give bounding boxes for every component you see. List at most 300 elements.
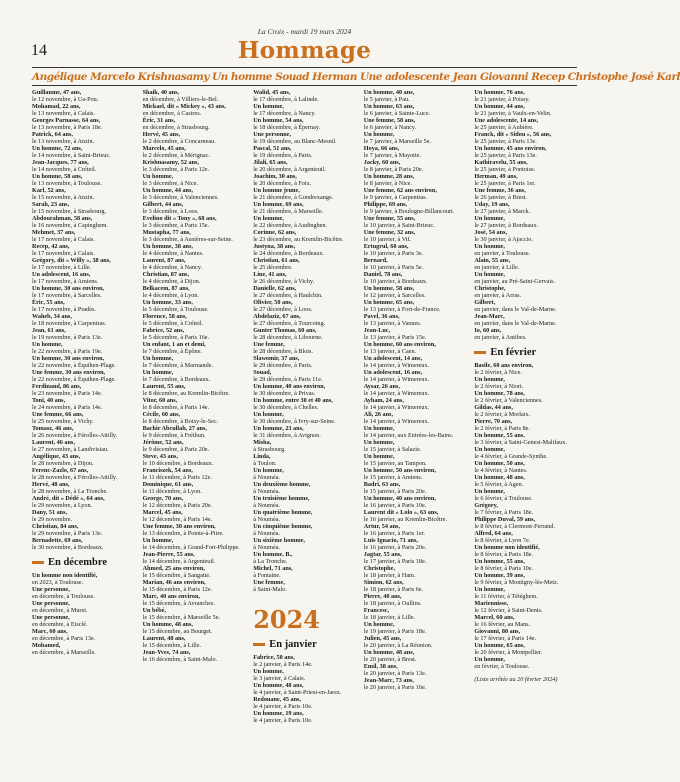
obituary-entry bbox=[364, 453, 468, 467]
entry-details: le 22 novembre, à Équihen-Plage. bbox=[32, 362, 116, 369]
entry-name: José, 54 ans, bbox=[474, 229, 508, 236]
obituary-entry bbox=[32, 89, 136, 103]
entry-details: à La Tronche. bbox=[253, 558, 288, 565]
entry-name: Un homme, 23 ans, bbox=[253, 425, 304, 432]
entry-name: Un homme, 72 ans, bbox=[32, 145, 83, 152]
obituary-entry bbox=[474, 586, 578, 600]
obituary-entry bbox=[143, 509, 247, 523]
obituary-entry bbox=[253, 467, 357, 481]
entry-name: Jérôme, 52 ans, bbox=[142, 439, 184, 446]
entry-details: le 2 février, à Niort. bbox=[474, 383, 524, 390]
entry-details: en janvier, à Arras. bbox=[474, 292, 522, 299]
column-1 bbox=[32, 89, 136, 779]
entry-details: le 16 janvier, à Paris 10e. bbox=[363, 502, 427, 509]
entry-name: Une femme, bbox=[253, 579, 285, 586]
entry-details: le 10 janvier, à Bordeaux. bbox=[363, 278, 428, 285]
entry-name: Un homme, bbox=[474, 446, 505, 453]
entry-name: Un homme, 58 ans, bbox=[32, 173, 83, 180]
entry-name: Ali, 26 ans, bbox=[363, 411, 394, 418]
obituary-entry bbox=[364, 663, 468, 677]
obituary-entry bbox=[474, 600, 578, 614]
obituary-entry bbox=[474, 145, 578, 159]
entry-name: Un homme, bbox=[363, 621, 395, 628]
entry-details: le 3 décembre, à Valenciennes. bbox=[142, 194, 219, 201]
obituary-entry bbox=[32, 600, 136, 614]
entry-name: Marian, 46 ans environ, bbox=[142, 579, 206, 586]
entry-name: Hervé, 45 ans, bbox=[142, 131, 181, 138]
entry-name: Une personne, bbox=[32, 614, 70, 621]
entry-name: Corinne, 62 ans, bbox=[253, 229, 297, 236]
entry-name: Un homme, 48 ans, bbox=[253, 682, 304, 689]
month-heading bbox=[474, 347, 578, 359]
obituary-entry bbox=[32, 537, 136, 551]
entry-details: le 17 février, à Paris 14e. bbox=[474, 635, 537, 642]
entry-details: le 12 février, à Saint-Denis. bbox=[474, 607, 543, 614]
obituary-entry bbox=[474, 390, 578, 404]
entry-name: Simion, 62 ans, bbox=[363, 579, 404, 586]
obituary-entry bbox=[474, 572, 578, 586]
entry-name: Un homme, 69 ans, bbox=[253, 201, 304, 208]
entry-name: Christian, 61 ans, bbox=[253, 257, 300, 264]
entry-details: le 15 décembre, à Sangatte. bbox=[142, 572, 211, 579]
obituary-entry bbox=[32, 215, 136, 229]
entry-name: Luis Ignacio, 71 ans, bbox=[363, 537, 418, 544]
entry-name: Une personne, bbox=[32, 586, 70, 593]
entry-name: Danielle, 62 ans, bbox=[253, 285, 297, 292]
entry-details: le 20 février, à Montpellier. bbox=[474, 649, 543, 656]
entry-details: le 16 janvier, au Kremlin-Bicêtre. bbox=[363, 516, 448, 523]
entry-details: le 26 décembre, à Vichy. bbox=[253, 278, 315, 285]
entry-name: Une femme, 55 ans, bbox=[363, 215, 416, 222]
entry-name: Un homme, bbox=[474, 488, 505, 495]
entry-details: en janvier, au Pré-Saint-Gervais. bbox=[474, 278, 556, 285]
entry-name: Philippe, 69 ans, bbox=[363, 201, 408, 208]
obituary-entry bbox=[364, 173, 468, 187]
entry-details: le 8 janvier, à Paris 20e. bbox=[363, 166, 424, 173]
entry-details: en décembre, à Strasbourg. bbox=[142, 124, 210, 131]
entry-details: le 12 novembre, à Ua-Pou. bbox=[32, 96, 99, 103]
obituary-entry bbox=[474, 243, 578, 257]
entry-name: Christophe, bbox=[363, 565, 395, 572]
obituary-entry bbox=[364, 635, 468, 649]
obituary-entry bbox=[143, 327, 247, 341]
entry-details: le 2 février, à Paris 8e. bbox=[474, 425, 530, 432]
entry-details: le 7 janvier, à Mayotte. bbox=[363, 152, 421, 159]
column-5 bbox=[474, 89, 578, 779]
entry-name: Un quatrième homme, bbox=[253, 509, 313, 516]
entry-details: le 6 janvier, à Sainte-Luce. bbox=[363, 110, 431, 117]
entry-name: Giovanni, 80 ans, bbox=[474, 628, 521, 635]
obituary-entry bbox=[364, 327, 468, 341]
entry-name: Un homme, bbox=[253, 668, 284, 675]
entry-name: Daniel, 78 ans, bbox=[363, 271, 403, 278]
entry-name: Un adolescent, 16 ans, bbox=[363, 369, 423, 376]
entry-details: le 9 décembre, à Paris 20e. bbox=[142, 446, 210, 453]
obituary-entry bbox=[253, 453, 357, 467]
obituary-entry bbox=[474, 460, 578, 474]
entry-name: Un homme, 65 ans, bbox=[363, 299, 415, 306]
entry-details: en décembre, à Castres. bbox=[142, 110, 202, 117]
entry-details: en décembre, à Toulouse. bbox=[32, 593, 95, 600]
entry-details: le 17 novembre, à Calais. bbox=[32, 236, 95, 243]
entry-details: le 13 novembre, à Anzin. bbox=[32, 138, 95, 145]
entry-details: le 27 décembre, à Haulchin. bbox=[253, 292, 323, 299]
obituary-entry bbox=[474, 376, 578, 390]
obituary-entry bbox=[474, 313, 578, 327]
entry-name: Un adolescent, 16 ans, bbox=[32, 271, 91, 278]
obituary-entry bbox=[474, 362, 578, 376]
obituary-entry bbox=[143, 495, 247, 509]
entry-name: Un deuxième homme, bbox=[253, 481, 311, 488]
entry-details: le 14 janvier, à Wimereux. bbox=[363, 418, 430, 425]
obituary-entry bbox=[364, 467, 468, 481]
entry-details: le 15 janvier, à Salazie. bbox=[363, 446, 422, 453]
entry-details: le 5 décembre, à Créteil. bbox=[142, 320, 204, 327]
entry-name: Julien, 45 ans, bbox=[363, 635, 402, 642]
page-title: Hommage bbox=[237, 37, 372, 64]
entry-details: le 30 janvier, à Ajaccio. bbox=[474, 236, 533, 243]
month-heading bbox=[253, 639, 357, 651]
obituary-entry bbox=[253, 271, 357, 285]
obituary-entry bbox=[253, 285, 357, 299]
entry-name: Un homme, bbox=[142, 355, 174, 362]
obituary-entry bbox=[364, 201, 468, 215]
entry-details: le 27 janvier, à Marck. bbox=[474, 208, 531, 215]
entry-details: le 18 janvier, à Oullins. bbox=[363, 600, 422, 607]
top-rule bbox=[32, 67, 577, 68]
obituary-entry bbox=[253, 103, 357, 117]
entry-details: le 30 décembre, à Privas. bbox=[253, 390, 316, 397]
entry-details: le 7 décembre, à Bordeaux. bbox=[142, 376, 211, 383]
obituary-entry bbox=[364, 593, 468, 607]
entry-name: Jean-Marc, 73 ans, bbox=[363, 677, 414, 684]
obituary-entry bbox=[32, 341, 136, 355]
entry-name: Mohamed, bbox=[32, 642, 61, 649]
entry-details: à Nouméa. bbox=[253, 488, 280, 495]
obituary-entry bbox=[32, 271, 136, 285]
entry-name: Waheb, 34 ans, bbox=[32, 313, 72, 320]
entry-details: le 3 décembre, à Asnières-sur-Seine. bbox=[142, 236, 233, 243]
obituary-entry bbox=[32, 467, 136, 481]
entry-details: en décembre, à Villiers-le-Bel. bbox=[142, 96, 219, 103]
obituary-entry bbox=[474, 271, 578, 285]
obituary-entry bbox=[474, 103, 578, 117]
obituary-entry bbox=[474, 418, 578, 432]
entry-details: le 2 décembre, à Concarneau. bbox=[142, 138, 216, 145]
entry-name: Un homme, bbox=[253, 411, 284, 418]
obituary-entry bbox=[364, 369, 468, 383]
entry-details: le 27 novembre, à Landivisiau. bbox=[32, 446, 109, 453]
entry-details: le 15 décembre, à Paris 12e. bbox=[142, 586, 213, 593]
obituary-entry bbox=[364, 397, 468, 411]
entry-details: le 14 janvier, à Wimereux. bbox=[363, 390, 430, 397]
obituary-entry bbox=[143, 89, 247, 103]
entry-name: Un homme, bbox=[253, 215, 284, 222]
obituary-entry bbox=[143, 397, 247, 411]
entry-name: Un homme, bbox=[142, 173, 174, 180]
obituary-entry bbox=[32, 299, 136, 313]
obituary-entry bbox=[32, 355, 136, 369]
obituary-entry bbox=[253, 439, 357, 453]
entry-name: Laurent, 55 ans, bbox=[142, 383, 186, 390]
entry-name: Franciszek, 54 ans, bbox=[142, 467, 193, 474]
entry-name: Un homme, bbox=[474, 586, 505, 593]
obituary-entry bbox=[143, 145, 247, 159]
entry-details: le 21 décembre, à Marseille. bbox=[253, 208, 324, 215]
entry-name: Ahmed, 25 ans environ, bbox=[142, 565, 205, 572]
entry-details: le 11 décembre, à Lyon. bbox=[142, 488, 202, 495]
obituary-entry bbox=[364, 131, 468, 145]
entry-name: Vitor, 60 ans, bbox=[142, 397, 178, 404]
obituary-entry bbox=[364, 215, 468, 229]
obituary-entry bbox=[32, 628, 136, 642]
entry-name: Un homme, bbox=[474, 376, 505, 383]
entry-name: Sarah, 23 ans, bbox=[32, 201, 70, 208]
entry-name: Un homme, 65 ans, bbox=[474, 642, 525, 649]
obituary-entry bbox=[364, 425, 468, 439]
entry-details: le 8 février, à Lyon 7e. bbox=[474, 537, 531, 544]
entry-name: Bernadette, 69 ans, bbox=[32, 537, 83, 544]
entry-name: Un homme, 58 ans, bbox=[363, 285, 415, 292]
entry-details: le 6 février, à Toulouse. bbox=[474, 495, 533, 502]
list-note: (Liste arrêtée au 20 février 2024) bbox=[474, 676, 558, 683]
obituary-entry bbox=[364, 383, 468, 397]
obituary-entry bbox=[253, 229, 357, 243]
obituary-entry bbox=[474, 530, 578, 544]
obituary-columns bbox=[32, 89, 578, 779]
obituary-entry bbox=[143, 383, 247, 397]
obituary-entry bbox=[143, 313, 247, 327]
entry-details: le 14 janvier, aux Entrées-les-Bains. bbox=[363, 432, 454, 439]
obituary-entry bbox=[474, 446, 578, 460]
entry-details: le 12 décembre, à Paris 20e. bbox=[142, 502, 213, 509]
entry-details: le 25 janvier, à Paris 13e. bbox=[474, 152, 537, 159]
obituary-entry bbox=[253, 682, 357, 696]
obituary-entry bbox=[253, 654, 357, 668]
obituary-entry bbox=[32, 285, 136, 299]
obituary-entry bbox=[474, 215, 578, 229]
entry-name: Une femme, 66 ans, bbox=[32, 411, 84, 418]
obituary-entry bbox=[143, 411, 247, 425]
entry-name: Mehmet, 37 ans, bbox=[32, 229, 76, 236]
entry-name: Grégory, dit « Willy », 38 ans, bbox=[32, 257, 111, 264]
entry-name: Un homme, bbox=[474, 656, 505, 663]
obituary-entry bbox=[253, 243, 357, 257]
obituary-entry bbox=[364, 103, 468, 117]
obituary-entry bbox=[143, 285, 247, 299]
entry-name: Laurent, 46 ans, bbox=[32, 439, 75, 446]
entry-name: Laurent, 48 ans, bbox=[142, 635, 186, 642]
obituary-entry bbox=[143, 439, 247, 453]
entry-name: Éric, 31 ans, bbox=[142, 117, 176, 124]
entry-name: Un homme, 60 ans environ, bbox=[363, 341, 436, 348]
entry-details: le 26 novembre, à Férolles-Attilly. bbox=[32, 432, 118, 439]
obituary-entry bbox=[32, 642, 136, 656]
obituary-entry bbox=[32, 145, 136, 159]
obituary-entry bbox=[474, 299, 578, 313]
entry-name: Marc, 60 ans, bbox=[32, 628, 68, 635]
entry-name: Joachim, 30 ans, bbox=[253, 173, 297, 180]
obituary-entry bbox=[143, 425, 247, 439]
entry-details: le 14 novembre, à Saint-Brieuc. bbox=[32, 152, 111, 159]
entry-name: Guillaume, 47 ans, bbox=[32, 89, 82, 96]
entry-name: Olivier, 50 ans, bbox=[253, 299, 293, 306]
entry-name: Un homme, 48 ans, bbox=[363, 649, 415, 656]
obituary-entry bbox=[253, 159, 357, 173]
obituary-entry bbox=[32, 397, 136, 411]
obituary-entry bbox=[253, 131, 357, 145]
obituary-entry bbox=[474, 159, 578, 173]
entry-name: Un sixième homme, bbox=[253, 537, 305, 544]
entry-name: Un homme, bbox=[142, 369, 174, 376]
entry-name: Jean-Yves, 74 ans, bbox=[142, 649, 191, 656]
entry-name: Pierre, 70 ans, bbox=[474, 418, 513, 425]
entry-name: Un homme, 63 ans, bbox=[363, 103, 415, 110]
entry-name: Gunter Thomas, 60 ans, bbox=[253, 327, 317, 334]
entry-details: en janvier, dans le Val-de-Marne. bbox=[474, 306, 557, 313]
entry-details: en décembre, à Paris 13e. bbox=[32, 635, 96, 642]
entry-name: Bernard, bbox=[363, 257, 388, 264]
entry-details: le 25 janvier, à Paris 1er. bbox=[474, 180, 536, 187]
obituary-entry bbox=[474, 488, 578, 502]
entry-details: le 3 février, à Saint-Genest-Malifaux. bbox=[474, 439, 567, 446]
entry-name: Walid, 45 ans, bbox=[253, 89, 291, 96]
obituary-entry bbox=[253, 201, 357, 215]
entry-name: Un homme, 28 ans, bbox=[363, 173, 415, 180]
obituary-entry bbox=[364, 117, 468, 131]
obituary-entry bbox=[32, 586, 136, 600]
entry-details: le 7 février, à Paris 18e. bbox=[474, 509, 534, 516]
entry-details: le 7 janvier, à Marseille 5e. bbox=[363, 138, 432, 145]
obituary-entry bbox=[32, 369, 136, 383]
entry-name: Artur, 54 ans, bbox=[363, 523, 400, 530]
entry-details: le 2 février, à Morlaix. bbox=[474, 411, 531, 418]
entry-name: Kathiravelu, 55 ans, bbox=[474, 159, 528, 166]
entry-name: Shaik, 40 ans, bbox=[142, 89, 180, 96]
entry-details: le 4 janvier, à Saint-Priest-en-Jarez. bbox=[253, 689, 342, 696]
names-banner: Angélique Marcelo Krishnasamy Un homme Souad Herman Une adolescente Jean Giovanni Recep Christophe José Karl bbox=[32, 71, 680, 83]
entry-details: le 17 novembre, à Pradès. bbox=[32, 306, 96, 313]
entry-name: Un homme, 54 ans, bbox=[253, 117, 304, 124]
entry-details: le 12 janvier, à Sarcelles. bbox=[363, 292, 426, 299]
month-heading-text: En février bbox=[490, 347, 537, 358]
entry-details: le 31 décembre, à Avignon. bbox=[253, 432, 321, 439]
entry-details: en décembre, à Muret. bbox=[32, 607, 88, 614]
obituary-entry bbox=[143, 173, 247, 187]
entry-details: le 3 décembre, à Loos. bbox=[142, 208, 199, 215]
obituary-entry bbox=[364, 649, 468, 663]
entry-details: le 6 janvier, à Nancy. bbox=[363, 124, 417, 131]
entry-name: Un homme, 30 ans environ, bbox=[32, 355, 105, 362]
entry-name: Un bébé, bbox=[142, 607, 166, 614]
obituary-entry bbox=[474, 327, 578, 341]
entry-name: Francesc, bbox=[363, 607, 390, 614]
obituary-entry bbox=[364, 313, 468, 327]
entry-name: Un homme, B., bbox=[253, 551, 293, 558]
entry-details: le 13 décembre, à Pointe-à-Pitre. bbox=[142, 530, 224, 537]
obituary-entry bbox=[253, 313, 357, 327]
entry-details: le 15 décembre, à Lille. bbox=[142, 642, 202, 649]
entry-name: Herman, 49 ans, bbox=[474, 173, 518, 180]
entry-details: le 29 novembre, à Lyon. bbox=[32, 502, 93, 509]
entry-name: Aysar, 26 ans, bbox=[363, 383, 400, 390]
entry-name: Un homme, bbox=[142, 537, 174, 544]
obituary-entry bbox=[364, 565, 468, 579]
entry-details: le 30 décembre, à Chelles. bbox=[253, 404, 319, 411]
entry-name: Une femme, 36 ans, bbox=[474, 187, 526, 194]
entry-details: le 17 novembre, à Calais. bbox=[32, 250, 95, 257]
entry-name: Marc, 40 ans environ, bbox=[142, 593, 200, 600]
entry-name: Marcel, 60 ans, bbox=[474, 614, 515, 621]
entry-details: le 23 novembre, à Paris 14e. bbox=[32, 390, 103, 397]
obituary-entry bbox=[364, 341, 468, 355]
entry-details: le 17 novembre, à Amiens. bbox=[32, 278, 99, 285]
entry-name: Badri, 63 ans, bbox=[363, 481, 401, 488]
entry-name: Un homme, bbox=[363, 439, 395, 446]
entry-name: Slawomir, 37 ans, bbox=[253, 355, 300, 362]
obituary-entry bbox=[364, 439, 468, 453]
entry-name: Un homme, 40 ans environ, bbox=[363, 495, 436, 502]
obituary-entry bbox=[32, 481, 136, 495]
obituary-entry bbox=[143, 271, 247, 285]
entry-details: en février, à Toulouse. bbox=[474, 663, 530, 670]
entry-name: Karl, 52 ans, bbox=[32, 187, 66, 194]
obituary-entry bbox=[143, 243, 247, 257]
entry-details: à Strasbourg. bbox=[253, 446, 286, 453]
entry-name: Mustapha, 77 ans, bbox=[142, 229, 191, 236]
entry-details: le 13 novembre, à Toulouse. bbox=[32, 180, 102, 187]
obituary-entry bbox=[474, 117, 578, 131]
entry-details: le 5 février, à Agen. bbox=[474, 481, 524, 488]
entry-details: en janvier, à Toulouse. bbox=[474, 250, 531, 257]
entry-details: le 25 décembre. bbox=[253, 264, 293, 271]
entry-details: le 22 novembre, à Paris 19e. bbox=[32, 348, 103, 355]
obituary-entry bbox=[253, 481, 357, 495]
entry-details: le 8 décembre, au Kremlin-Bicêtre. bbox=[142, 390, 230, 397]
entry-name: Misha, bbox=[253, 439, 272, 446]
entry-details: à Nouméa. bbox=[253, 474, 280, 481]
entry-name: Une femme, 58 ans, bbox=[363, 117, 416, 124]
entry-details: le 28 novembre, à La Tronche. bbox=[32, 488, 108, 495]
entry-name: Ayham, 24 ans, bbox=[363, 397, 404, 404]
entry-name: Un homme, 55 ans, bbox=[474, 558, 525, 565]
entry-details: le 19 janvier, à Paris 18e. bbox=[363, 628, 427, 635]
entry-name: Un homme, bbox=[363, 453, 395, 460]
entry-details: le 15 décembre, à Marseille 5e. bbox=[142, 614, 221, 621]
obituary-entry bbox=[32, 439, 136, 453]
entry-name: Franck, dit « Sidou », 56 ans, bbox=[474, 131, 552, 138]
entry-name: Gilbert, bbox=[474, 299, 496, 306]
obituary-entry bbox=[32, 383, 136, 397]
obituary-entry bbox=[253, 523, 357, 537]
obituary-entry bbox=[143, 229, 247, 243]
entry-details: le 19 décembre, au Blanc-Mesnil. bbox=[253, 138, 337, 145]
obituary-entry bbox=[364, 677, 468, 691]
obituary-entry bbox=[253, 257, 357, 271]
entry-details: le 15 janvier, à Amiens. bbox=[363, 474, 423, 481]
entry-name: Fabrice, 52 ans, bbox=[142, 327, 185, 334]
entry-details: le 20 janvier, à Paris 16e. bbox=[363, 684, 427, 691]
obituary-entry bbox=[32, 453, 136, 467]
obituary-entry bbox=[474, 642, 578, 656]
entry-name: Jagtar, 55 ans, bbox=[363, 551, 402, 558]
obituary-entry bbox=[253, 341, 357, 355]
entry-details: le 14 décembre, à Grand-Fort-Philippe. bbox=[142, 544, 240, 551]
entry-name: Un homme, 19 ans, bbox=[253, 710, 304, 717]
entry-details: le 13 janvier, à Vannes. bbox=[363, 320, 422, 327]
obituary-entry bbox=[143, 453, 247, 467]
obituary-entry bbox=[253, 173, 357, 187]
